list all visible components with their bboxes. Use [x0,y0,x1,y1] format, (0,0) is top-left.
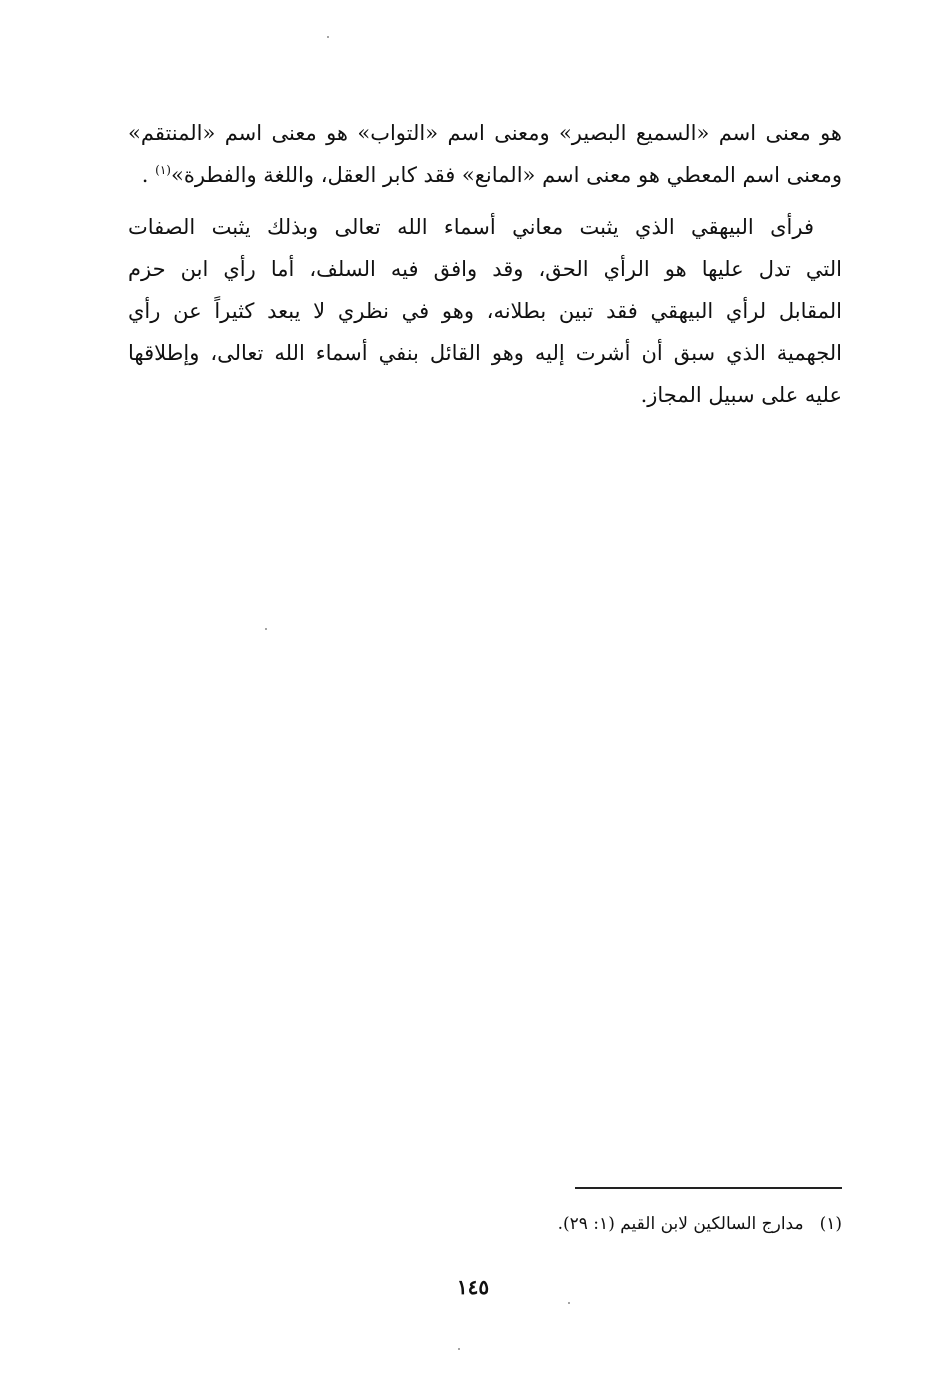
paragraph-2-line-1: فرأى البيهقي الذي يثبت معاني أسماء الله تعالى وبذلك يثبت الصفات [128,215,814,239]
page-number: ١٤٥ [456,1275,490,1299]
paragraph-2-line-2: التي تدل عليها هو الرأي الحق، وقد وافق فيه السلف، أما رأي ابن حزم [128,257,842,281]
scan-speck [458,1348,460,1350]
paragraph-1-line-2 [128,154,842,196]
paragraph-gap [128,196,842,206]
paragraph-2-line-5: عليه على سبيل المجاز. [640,383,842,407]
paragraph-1-line-2-text: ومعنى اسم المعطي هو معنى اسم «المانع» فقد كابر العقل، واللغة والفطرة» [170,163,842,187]
scan-speck [265,628,267,630]
main-text [128,112,842,416]
paragraph-1-trailing: . [141,163,149,187]
footnote-marker: (١) [819,1214,842,1234]
paragraph-2-line-3: المقابل لرأي البيهقي فقد تبين بطلانه، وهو في نظري لا يبعد كثيراً عن رأي [128,299,842,323]
footnote [480,1209,842,1239]
footnote-divider [575,1187,842,1189]
paragraph-2-line-4: الجهمية الذي سبق أن أشرت إليه وهو القائل بنفي أسماء الله تعالى، وإطلاقها [128,341,842,365]
scan-speck [327,36,329,38]
paragraph-1-line-1: هو معنى اسم «السميع البصير» ومعنى اسم «التواب» هو معنى اسم «المنتقم» [128,121,842,145]
footnote-text: مدارج السالكين لابن القيم (١: ٢٩). [557,1214,804,1234]
footnote-reference: (١) [155,163,171,177]
scan-speck [568,1302,570,1304]
